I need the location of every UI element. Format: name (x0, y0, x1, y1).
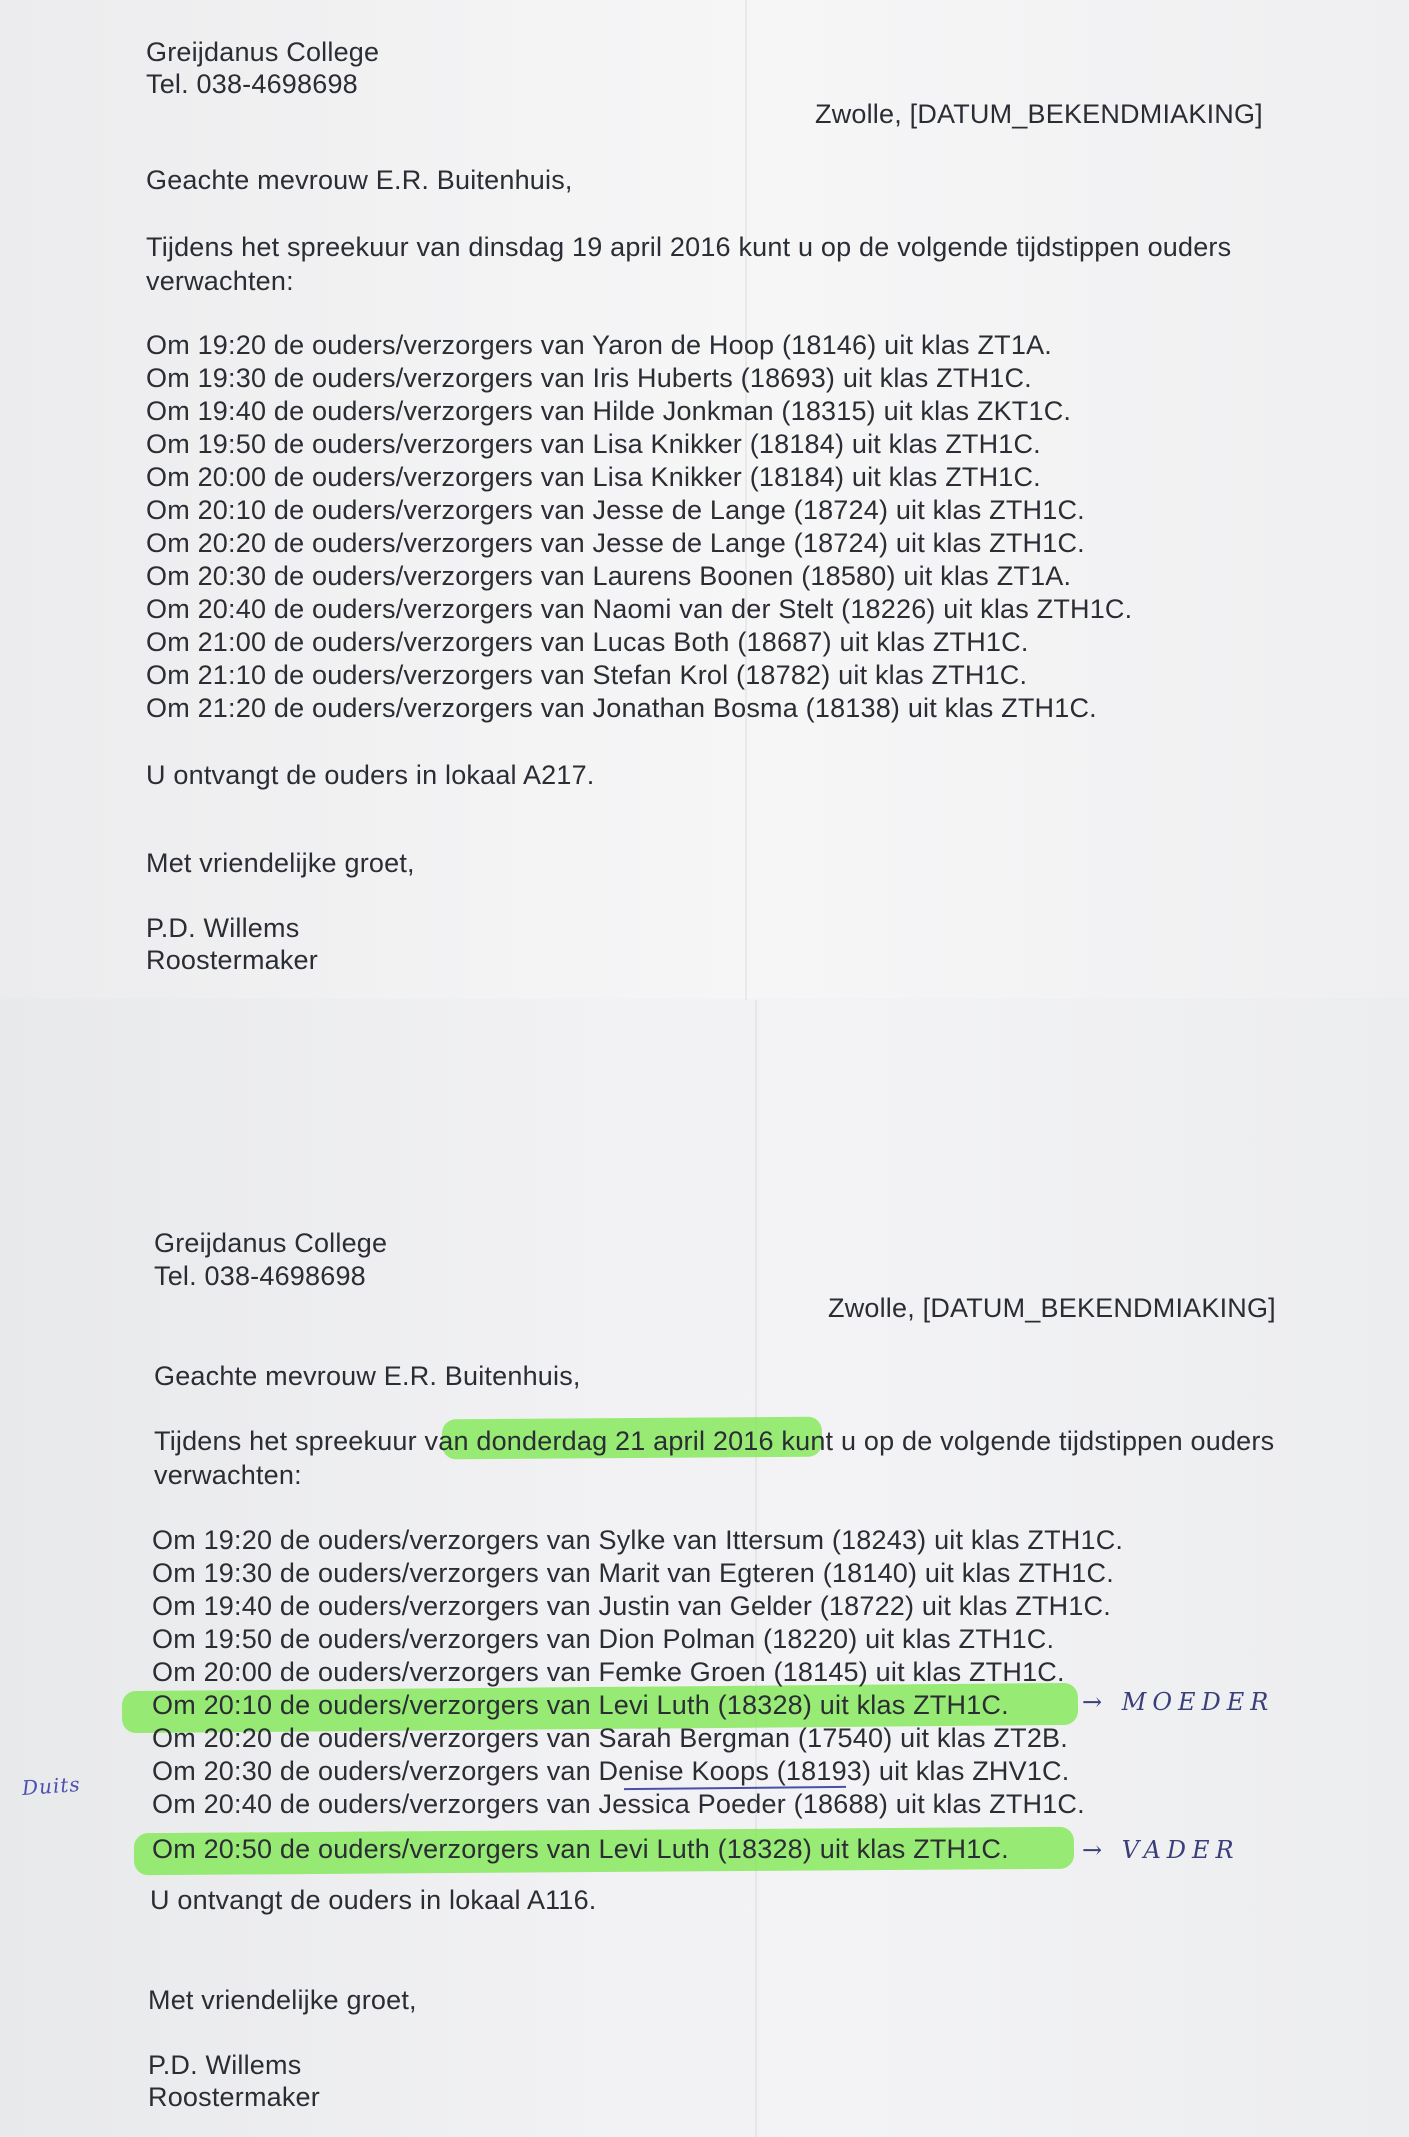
appointment-line: Om 20:40 de ouders/verzorgers van Naomi van der Stelt (18226) uit klas ZTH1C. (146, 594, 1133, 624)
closing: Met vriendelijke groet, (148, 1985, 417, 2015)
appointment-line: Om 19:50 de ouders/verzorgers van Lisa Knikker (18184) uit klas ZTH1C. (146, 429, 1041, 459)
school-name: Greijdanus College (154, 1228, 388, 1258)
appointment-line: Om 20:10 de ouders/verzorgers van Jesse de Lange (18724) uit klas ZTH1C. (146, 495, 1085, 525)
appointment-line: Om 20:00 de ouders/verzorgers van Lisa Knikker (18184) uit klas ZTH1C. (146, 462, 1041, 492)
place-date: Zwolle, [DATUM_BEKENDMIAKING] (828, 1293, 1276, 1323)
signer-name: P.D. Willems (146, 913, 300, 943)
appointment-line: Om 21:20 de ouders/verzorgers van Jonathan Bosma (18138) uit klas ZTH1C. (146, 693, 1097, 723)
appointment-line: Om 20:30 de ouders/verzorgers van Laurens Boonen (18580) uit klas ZT1A. (146, 561, 1072, 591)
letter-1 (0, 0, 1409, 1000)
appointment-line: Om 19:20 de ouders/verzorgers van Sylke van Ittersum (18243) uit klas ZTH1C. (152, 1525, 1124, 1555)
appointment-line: Om 20:00 de ouders/verzorgers van Femke Groen (18145) uit klas ZTH1C. (152, 1657, 1065, 1687)
appointment-line: Om 20:30 de ouders/verzorgers van Denise Koops (18193) uit klas ZHV1C. (152, 1756, 1070, 1786)
greeting: Geachte mevrouw E.R. Buitenhuis, (146, 165, 573, 195)
appointment-line: Om 20:40 de ouders/verzorgers van Jessica Poeder (18688) uit klas ZTH1C. (152, 1789, 1085, 1819)
handwritten-margin-note: Duits (21, 1771, 82, 1801)
handwritten-note-vader: → VADER (1082, 1836, 1240, 1864)
appointment-line: Om 21:00 de ouders/verzorgers van Lucas Both (18687) uit klas ZTH1C. (146, 627, 1029, 657)
appointment-line: Om 19:40 de ouders/verzorgers van Justin van Gelder (18722) uit klas ZTH1C. (152, 1591, 1111, 1621)
appointment-line: Om 19:20 de ouders/verzorgers van Yaron de Hoop (18146) uit klas ZT1A. (146, 330, 1052, 360)
phone-number: Tel. 038-4698698 (154, 1261, 366, 1291)
appointment-line: Om 21:10 de ouders/verzorgers van Stefan Krol (18782) uit klas ZTH1C. (146, 660, 1028, 690)
signer-name: P.D. Willems (148, 2050, 302, 2080)
intro-line: Tijdens het spreekuur van dinsdag 19 april 2016 kunt u op de volgende tijdstippen ouders (146, 232, 1232, 262)
intro-line: verwachten: (146, 266, 294, 296)
signer-role: Roostermaker (148, 2082, 320, 2112)
appointment-line: Om 20:50 de ouders/verzorgers van Levi Luth (18328) uit klas ZTH1C. (152, 1834, 1009, 1864)
greeting: Geachte mevrouw E.R. Buitenhuis, (154, 1361, 581, 1391)
room-line: U ontvangt de ouders in lokaal A116. (150, 1885, 597, 1915)
appointment-line: Om 20:20 de ouders/verzorgers van Sarah Bergman (17540) uit klas ZT2B. (152, 1723, 1068, 1753)
intro-line: Tijdens het spreekuur van donderdag 21 april 2016 kunt u op de volgende tijdstippen ouders (154, 1426, 1275, 1456)
intro-line: verwachten: (154, 1460, 302, 1490)
appointment-line: Om 19:30 de ouders/verzorgers van Marit van Egteren (18140) uit klas ZTH1C. (152, 1558, 1114, 1588)
appointment-line: Om 19:40 de ouders/verzorgers van Hilde Jonkman (18315) uit klas ZKT1C. (146, 396, 1072, 426)
handwritten-note-moeder: → MOEDER (1082, 1688, 1275, 1716)
appointment-line: Om 19:50 de ouders/verzorgers van Dion Polman (18220) uit klas ZTH1C. (152, 1624, 1055, 1654)
closing: Met vriendelijke groet, (146, 848, 415, 878)
appointment-line: Om 19:30 de ouders/verzorgers van Iris Huberts (18693) uit klas ZTH1C. (146, 363, 1032, 393)
place-date: Zwolle, [DATUM_BEKENDMIAKING] (815, 99, 1263, 129)
letter-2 (0, 1000, 1409, 2137)
appointment-line: Om 20:10 de ouders/verzorgers van Levi Luth (18328) uit klas ZTH1C. (152, 1690, 1009, 1720)
appointment-line: Om 20:20 de ouders/verzorgers van Jesse de Lange (18724) uit klas ZTH1C. (146, 528, 1085, 558)
phone-number: Tel. 038-4698698 (146, 69, 358, 99)
signer-role: Roostermaker (146, 945, 318, 975)
school-name: Greijdanus College (146, 37, 380, 67)
room-line: U ontvangt de ouders in lokaal A217. (146, 760, 595, 790)
